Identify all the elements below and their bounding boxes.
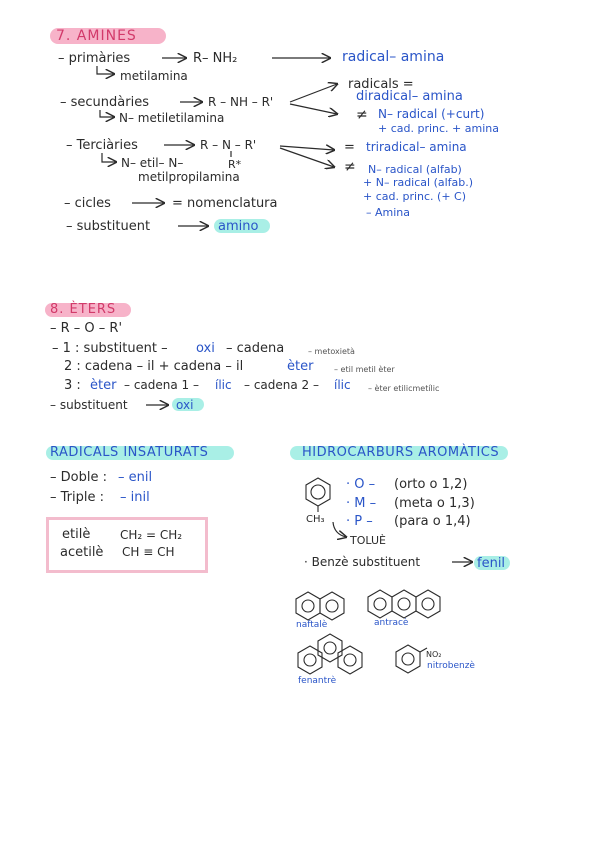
arrow-ter-example	[102, 153, 116, 162]
box-row2-formula: CH ≡ CH	[122, 545, 175, 559]
radicals-doble-value: – enil	[118, 470, 153, 485]
primaries-example: metilamina	[120, 69, 188, 83]
arrow-prim-example	[97, 66, 114, 74]
anthracene-icon	[368, 590, 440, 618]
eters-rule3-a: 3 :	[64, 378, 81, 393]
nitrobenzene-icon	[396, 645, 427, 673]
terciaries-label: – Terciàries	[66, 138, 138, 153]
ter-option2-line2: + N– radical (alfab.)	[363, 176, 474, 189]
eters-general-formula: – R – O – R'	[50, 321, 123, 336]
eters-rule3-note: – èter etilicmetílic	[368, 384, 440, 393]
secundaries-example: N– metiletilamina	[119, 111, 225, 125]
toluene-label: TOLUÈ	[350, 534, 386, 547]
toluene-ring-icon	[306, 478, 330, 506]
arrow-sec-option2	[290, 104, 337, 114]
ter-option2-line4: – Amina	[366, 206, 411, 219]
benzene-substituent-result: fenil	[477, 556, 506, 571]
neq-symbol-2: ≠	[344, 159, 356, 175]
arrow-ter-option2	[280, 148, 334, 167]
eters-rule1-c: – cadena	[226, 341, 285, 356]
fenantre-label: fenantrè	[298, 676, 337, 686]
ter-option2-line3: + cad. princ. (+ C)	[363, 190, 467, 203]
toluene-ring-inner	[311, 485, 325, 499]
terciaries-example-line1: N– etil– N–	[121, 156, 184, 170]
sec-option2-line1: N– radical (+curt)	[378, 107, 485, 121]
naphthalene-icon	[296, 592, 344, 620]
arrow-ter-option1	[280, 146, 334, 150]
phenanthrene-icon	[298, 634, 362, 674]
eq-symbol: =	[344, 140, 355, 155]
para-prefix: · P –	[346, 514, 373, 529]
arrow-sec-example	[100, 110, 114, 117]
meta-prefix: · M –	[346, 496, 377, 511]
terciaries-sub-radical: R*	[228, 158, 242, 171]
section-title-eters: 8. ÈTERS	[50, 302, 117, 317]
eters-substituent-result: oxi	[176, 398, 194, 412]
box-row1-formula: CH₂ = CH₂	[120, 528, 183, 542]
arrow-toluene	[333, 522, 346, 537]
eters-rule3-c: – cadena 1 –	[124, 378, 199, 392]
radicals-doble-label: – Doble :	[50, 470, 107, 485]
eters-rule1-a: – 1 : substituent –	[52, 341, 168, 356]
sec-option1-line1: radicals =	[348, 77, 414, 92]
amines-substituent-result: amino	[218, 219, 259, 234]
eters-rule1-b: oxi	[196, 341, 215, 356]
box-row1-name: etilè	[62, 527, 91, 542]
eters-rule2-b: èter	[287, 359, 314, 374]
cicles-label: – cicles	[64, 196, 111, 211]
eters-substituent-label: – substituent	[50, 398, 128, 412]
ortho-prefix: · O –	[346, 477, 376, 492]
primaries-formula: R– NH₂	[193, 51, 238, 66]
toluene-ch3: CH₃	[306, 514, 325, 525]
eters-rule3-e: – cadena 2 –	[244, 378, 319, 392]
ter-option1: triradical– amina	[366, 140, 467, 154]
terciaries-example-line2: metilpropilamina	[138, 170, 240, 184]
box-row2-name: acetilè	[60, 545, 104, 560]
para-desc: (para o 1,4)	[394, 514, 471, 529]
ortho-desc: (orto o 1,2)	[394, 477, 468, 492]
benzene-substituent-label: · Benzè substituent	[304, 555, 421, 569]
terciaries-formula: R – N – R'	[200, 138, 257, 152]
meta-desc: (meta o 1,3)	[394, 496, 475, 511]
radicals-triple-value: – inil	[120, 490, 150, 505]
cicles-result: = nomenclatura	[172, 196, 278, 211]
sec-option2-line2: + cad. princ. + amina	[378, 122, 499, 135]
eters-rule2-a: 2 : cadena – il + cadena – il	[64, 359, 244, 374]
section-title-amines: 7. AMINES	[56, 28, 137, 44]
sec-option1-line2: diradical– amina	[356, 89, 463, 104]
amines-substituent-label: – substituent	[66, 219, 151, 234]
eters-rule2-note: – etil metil èter	[334, 365, 395, 374]
nitro-group-label: NO₂	[426, 650, 442, 659]
nitrobenzene-label: nitrobenzè	[427, 661, 475, 671]
eters-rule1-note: – metoxietà	[308, 347, 355, 356]
eters-rule3-d: ílic	[215, 378, 232, 392]
section-title-radicals: RADICALS INSATURATS	[50, 445, 209, 460]
primaries-result: radical– amina	[342, 49, 445, 65]
section-title-aromatics: HIDROCARBURS AROMÀTICS	[302, 445, 500, 460]
secundaries-formula: R – NH – R'	[208, 95, 274, 109]
neq-symbol-1: ≠	[356, 107, 368, 123]
eters-rule3-f: ílic	[334, 378, 351, 392]
secundaries-label: – secundàries	[60, 95, 149, 110]
naftale-label: naftalè	[296, 620, 328, 630]
ter-option2-line1: N– radical (alfab)	[368, 163, 462, 176]
arrow-sec-option1	[290, 84, 337, 102]
radicals-triple-label: – Triple :	[50, 490, 104, 505]
primaries-label: – primàries	[58, 51, 131, 66]
eters-rule3-b: èter	[90, 378, 117, 393]
antrace-label: antracè	[374, 618, 409, 628]
